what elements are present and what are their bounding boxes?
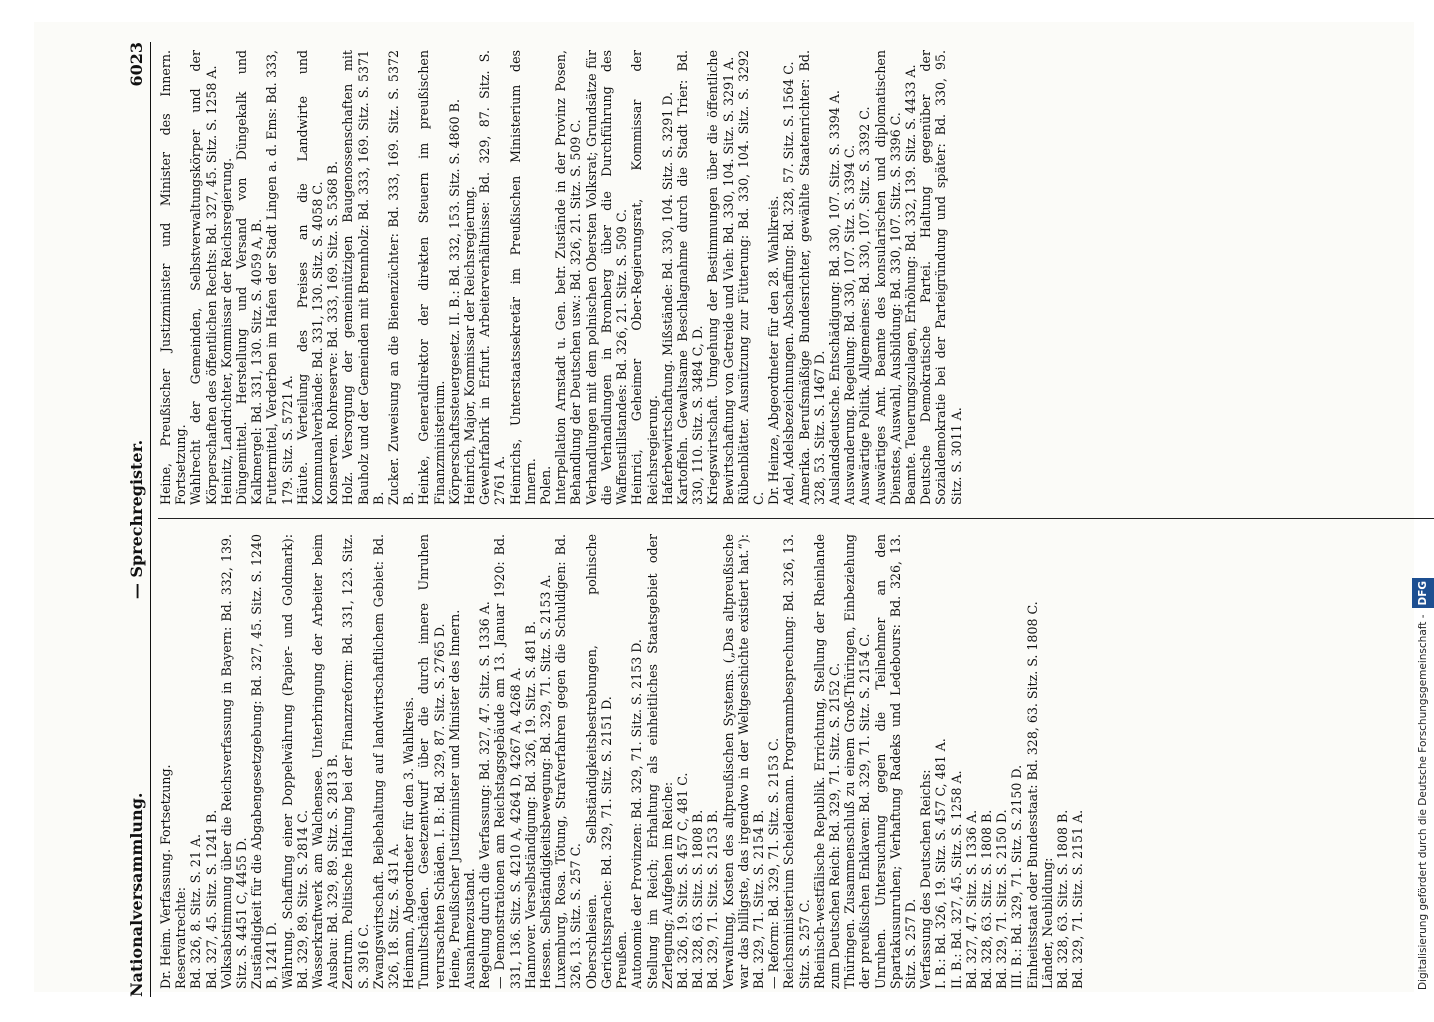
register-entry: Auswärtiges Amt. Beamte des konsularischen und diplomatischen Dienstes, Auswahl, Ausbildung: Bd. 330, 107. Sitz. S. 3396 C.: [872, 50, 903, 505]
register-entry: Beamte. Teuerungszulagen, Erhöhung: Bd. 332, 139. Sitz. S. 4433 A.: [902, 64, 918, 505]
register-entry: Länder, Neubildung:: [1039, 857, 1055, 989]
register-entry: Tumultschäden. Gesetzentwurf über die durch innere Unruhen verursachten Schäden. I. B.: Bd. 329, 87. Sitz. S. 2765 D.: [416, 534, 447, 989]
register-entry: Heinrichs, Unterstaatssekretär im Preußischen Ministerium des Innern.: [507, 50, 538, 505]
register-entry: Verhandlungen mit dem polnischen Obersten Volksrat; Grundsätze für die Verhandlungen in Bromberg über die Durchführung des Waffenstillstandes: Bd. 326, 21. Sitz. S. 509 C.: [583, 50, 630, 505]
register-entry: Kriegswirtschaft. Umgehung der Bestimmungen über die öffentliche Bewirtschaftung von Getreide und Vieh: Bd. 330, 104. Sitz. S. 3291 A.: [705, 50, 736, 505]
register-entry: Amerika. Berufsmäßige Bundesrichter, gewählte Staatenrichter: Bd. 328, 53. Sitz. S. 1467 D.: [796, 50, 827, 505]
register-entry: Futtermittel, Verderben im Hafen der Stadt Lingen a. d. Ems: Bd. 333, 179. Sitz. S. 5721 A.: [264, 50, 295, 505]
register-entry: Haferbewirtschaftung. Mißstände: Bd. 330, 104. Sitz. S. 3291 D.: [659, 91, 675, 505]
register-entry: Deutsche Demokratische Partei. Haltung gegenüber der Sozialdemokratie bei der Parteigründung und später: Bd. 330, 95. Sitz. S. 3011 A.: [918, 50, 964, 505]
register-entry: Auslandsdeutsche. Entschädigung: Bd. 330, 107. Sitz. S. 3394 A.: [826, 90, 842, 505]
stamp-text: Digitalisierung gefördert durch die Deutsche Forschungsgemeinschaft -: [1417, 614, 1429, 990]
register-entry: Unruhen. Untersuchung gegen die Teilnehmer an den Spartakusunruhen; Verhaftung Radeks und Ledebours: Bd. 326, 13. Sitz. S. 257 D.: [872, 534, 918, 989]
register-entry: Oberschlesien. Selbständigkeitsbestrebungen, polnische Gerichtssprache: Bd. 329, 71. Sitz. S. 2151 D.: [583, 534, 614, 989]
register-entry: Rübenblätter. Ausnützung zur Fütterung: Bd. 330, 104. Sitz. S. 3292 C.: [735, 50, 766, 505]
left-column: [158, 534, 1434, 989]
register-entry: Preußen.: [614, 930, 630, 989]
register-entry: Regelung durch die Verfassung: Bd. 327, 47. Sitz. S. 1336 A.: [477, 601, 493, 989]
rotated-page-content: [34, 22, 1434, 1022]
register-entry: Zwangswirtschaft. Beibehaltung auf landwirtschaftlichem Gebiet: Bd. 326, 18. Sitz. S. 431 A.: [370, 534, 402, 989]
register-entry: Zucker. Zuweisung an die Bienenzüchter: Bd. 333, 169. Sitz. S. 5372 B.: [386, 50, 417, 505]
register-entry: — Reform: Bd. 329, 71. Sitz. S. 2153 C.: [766, 737, 782, 989]
register-entry: Bd. 329, 71. Sitz. S. 2150 D.: [994, 809, 1010, 989]
header-left: Nationalversammlung.: [127, 792, 146, 997]
column-divider: [158, 518, 1434, 519]
register-entry: Konserven. Rohreserve: Bd. 333, 169. Sitz. S. 5368 B.: [325, 160, 341, 505]
register-entry: Bd. 329, 71. Sitz. S. 2151 A.: [1070, 809, 1086, 989]
register-entry: Reichsministerium Scheidemann. Programmbesprechung: Bd. 326, 13. Sitz. S. 257 C.: [781, 534, 812, 989]
register-entry: Bd. 328, 63. Sitz. S. 1808 B.: [978, 809, 994, 989]
right-column: [158, 50, 1434, 505]
register-entry: Gewehrfabrik in Erfurt. Arbeiterverhältnisse: Bd. 329, 87. Sitz. S. 2761 A.: [477, 50, 508, 505]
register-entry: I. B.: Bd. 326, 19. Sitz. S. 457 C, 481 A.: [933, 738, 949, 989]
register-entry: Heimann, Abgeordneter für den 3. Wahlkreis.: [401, 696, 417, 989]
register-entry: Körperschaftssteuergesetz. II. B.: Bd. 332, 153. Sitz. S. 4860 B.: [446, 99, 462, 505]
register-entry: Hessen. Selbständigkeitsbewegung: Bd. 329, 71. Sitz. S. 2153 A.: [538, 574, 554, 989]
register-entry: Heine, Preußischer Justizminister und Minister des Innern. Fortsetzung.: [158, 50, 189, 505]
register-entry: Bd. 329, 71. Sitz. S. 2153 B.: [705, 809, 721, 989]
register-entry: Kartoffeln. Gewaltsame Beschlagnahme durch die Stadt Trier: Bd. 330, 110. Sitz. S. 3484 C, D.: [674, 50, 706, 505]
digitization-stamp: [1412, 10, 1434, 990]
register-entry: Währung. Schaffung einer Doppelwährung (Papier- und Goldmark): Bd. 329, 89. Sitz. S. 2814 C.: [279, 534, 310, 989]
register-entry: Heine, Preußischer Justizminister und Minister des Innern.: [446, 609, 462, 989]
register-entry: Luxemburg, Rosa. Tötung, Strafverfahren gegen die Schuldigen: Bd. 326, 13. Sitz. S. 257 C.: [553, 534, 584, 989]
register-entry: Adel, Adelsbezeichnungen. Abschaffung: Bd. 328, 57. Sitz. S. 1564 C.: [781, 61, 797, 505]
register-entry: Bd. 328, 63. Sitz. S. 1808 B.: [1054, 809, 1070, 989]
register-entry: Auswärtige Politik. Allgemeines: Bd. 330, 107. Sitz. S. 3392 C.: [857, 106, 873, 505]
register-entry: Einheitsstaat oder Bundesstaat: Bd. 328, 63. Sitz. S. 1808 C.: [1024, 601, 1040, 989]
register-entry: Dr. Heim. Verfassung. Fortsetzung.: [158, 764, 173, 989]
register-entry: Polen.: [538, 465, 554, 505]
register-entry: Verwaltung, Kosten des altpreußischen Systems. („Das altpreußische war das billigste, das irgendwo in der Weltgeschichte existiert hat.“): Bd. 329, 71. Sitz. S. 2154 B.: [720, 534, 766, 989]
register-entry: Wahlrecht der Gemeinden, Selbstverwaltungskörper und der Körperschaften des öffentlichen Rechts: Bd. 327, 45. Sitz. S. 1258 A.: [188, 50, 219, 505]
register-entry: Heinrici, Geheimer Ober-Regierungsrat, Kommissar der Reichsregierung.: [629, 50, 660, 505]
register-entry: Düngemittel. Herstellung und Versand von Düngekalk und Kalkmergel: Bd. 331, 130. Sitz. S. 4059 A, B.: [234, 50, 265, 505]
register-entry: Bd. 326, 8. Sitz. S. 21 A.: [188, 833, 204, 989]
dfg-logo: DFG: [1412, 578, 1434, 609]
register-entry: Bd. 327, 45. Sitz. S. 1241 B.: [203, 809, 219, 989]
register-entry: Ausnahmezustand.: [462, 868, 478, 989]
register-entry: Hannover. Verselbständigung: Bd. 326, 19. Sitz. S. 481 B.: [522, 621, 538, 989]
register-entry: Holz. Versorgung der gemeinnützigen Baugenossenschaften mit Bauholz und der Gemeinden mit Brennholz: Bd. 333, 169. Sitz. S. 5371 B.: [340, 50, 386, 505]
register-entry: III. B.: Bd. 329, 71. Sitz. S. 2150 D.: [1009, 764, 1025, 989]
register-page: [124, 42, 1434, 997]
register-entry: Bd. 328, 63. Sitz. S. 1808 B.: [690, 809, 706, 989]
header-center: — Sprechregister.: [127, 439, 146, 600]
running-header: [124, 42, 151, 997]
register-entry: Volksabstimmung über die Reichsverfassung in Bayern: Bd. 332, 139. Sitz. S. 4451 C, 4455 D.: [218, 534, 250, 989]
register-entry: Stellung im Reich; Erhaltung als einheitliches Staatsgebiet oder Zerlegung; Aufgehen im Reiche:: [644, 534, 675, 989]
register-entry: Häute. Verteilung des Preises an die Landwirte und Kommunalverbände: Bd. 331, 130. Sitz. S. 4058 C.: [294, 50, 326, 505]
page-number: 6023: [127, 42, 146, 87]
register-entry: Bd. 326, 19. Sitz. S. 457 C, 481 C.: [674, 772, 690, 989]
register-entry: Dr. Heinze, Abgeordneter für den 28. Wahlkreis.: [766, 195, 782, 505]
register-entry: Thüringen. Zusammenschluß zu einem Groß-Thüringen, Einbeziehung der preußischen Enklaven: Bd. 329, 71. Sitz. S. 2154 C.: [842, 534, 873, 989]
register-entry: Wasserkraftwerk am Walchensee. Unterbringung der Arbeiter beim Ausbau: Bd. 329, 89. Sitz. S. 2813 B.: [310, 534, 341, 989]
register-entry: Zentrum. Politische Haltung bei der Finanzreform: Bd. 331, 123. Sitz. S. 3916 C.: [340, 534, 371, 989]
register-entry: Heinitz, Landrichter, Kommissar der Reichsregierung.: [218, 157, 234, 505]
register-entry: Heinrich, Major, Kommissar der Reichsregierung.: [462, 186, 478, 505]
register-entry: Interpellation Arnstadt u. Gen. betr. Zustände in der Provinz Posen, Behandlung der Deutschen usw.: Bd. 326, 21. Sitz. S. 509 C.: [553, 50, 584, 505]
register-entry: Reservatrechte:: [173, 887, 189, 989]
register-entry: Autonomie der Provinzen: Bd. 329, 71. Sitz. S. 2153 D.: [629, 639, 645, 989]
register-entry: — Demonstrationen am Reichstagsgebäude am 13. Januar 1920: Bd. 331, 136. Sitz. S. 4210 A, 4264 D, 4267 A, 4268 A.: [492, 534, 523, 989]
register-entry: Bd. 327, 47. Sitz. S. 1336 A.: [963, 809, 979, 989]
register-entry: Rheinisch-westfälische Republik. Errichtung, Stellung der Rheinlande zum Deutschen Reich: Bd. 329, 71. Sitz. S. 2152 C.: [811, 534, 842, 989]
register-entry: Zuständigkeit für die Abgabengesetzgebung: Bd. 327, 45. Sitz. S. 1240 B, 1241 D.: [249, 534, 280, 989]
register-entry: Heinke, Generaldirektor der direkten Steuern im preußischen Finanzministerium.: [416, 50, 447, 505]
register-entry: Verfassung des Deutschen Reichs:: [918, 769, 934, 989]
scanned-page: [34, 22, 1414, 997]
register-entry: II. B.: Bd. 327, 45. Sitz. S. 1258 A.: [948, 770, 964, 989]
register-entry: Auswanderung. Regelung: Bd. 330, 107. Sitz. S. 3394 C.: [842, 144, 858, 505]
